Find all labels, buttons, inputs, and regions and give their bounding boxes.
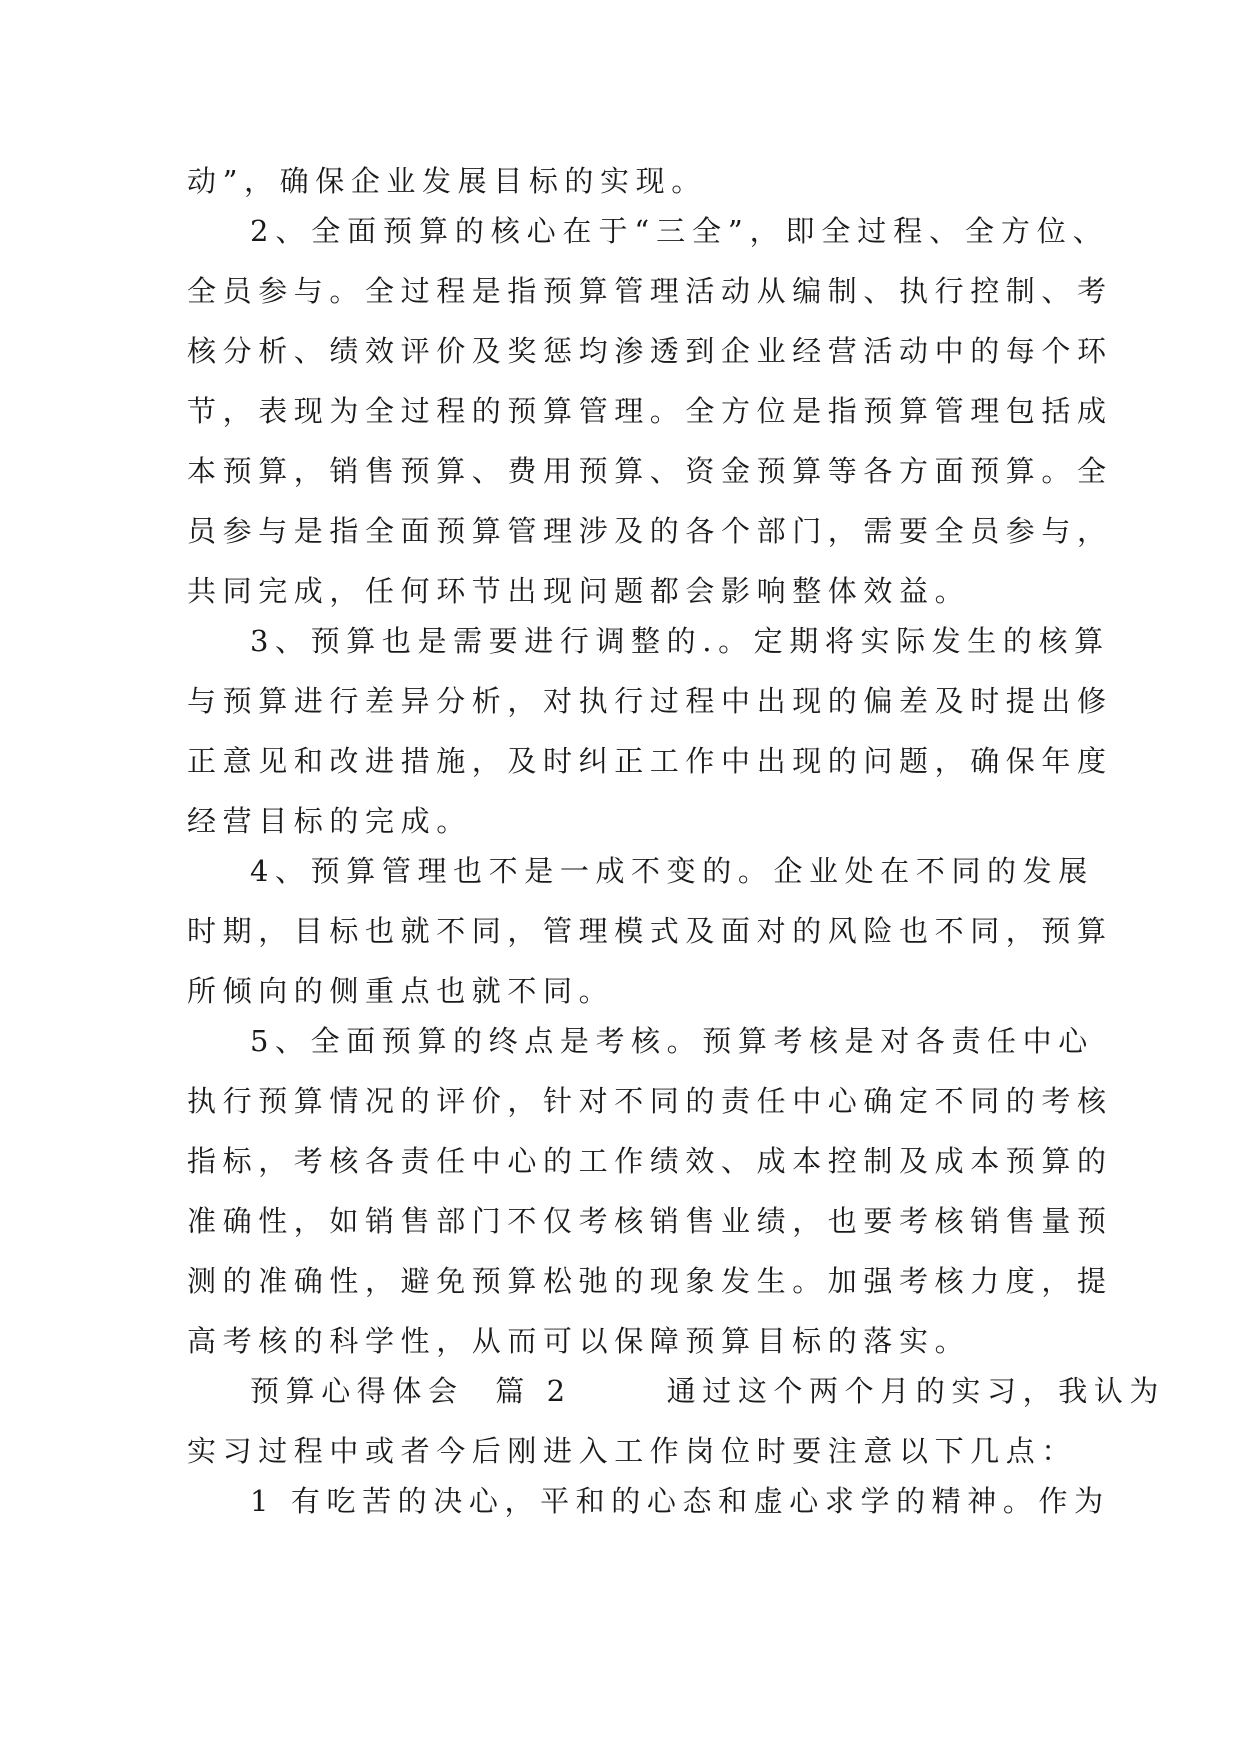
text-line: 所倾向的侧重点也就不同。 — [187, 974, 615, 1008]
paragraph-1-start: 1 有吃苦的决心，平和的心态和虚心求学的精神。作为 — [250, 1484, 1110, 1518]
text-line: 准确性，如销售部门不仅考核销售业绩，也要考核销售量预 — [187, 1204, 1113, 1238]
text-line: 核分析、绩效评价及奖惩均渗透到企业经营活动中的每个环 — [187, 334, 1113, 368]
paragraph-5-start: 5、全面预算的终点是考核。预算考核是对各责任中心 — [250, 1024, 1094, 1058]
section-heading-line: 预算心得体会 篇 2 通过这个两个月的实习，我认为 — [250, 1374, 1166, 1408]
text-line: 经营目标的完成。 — [187, 804, 472, 838]
text-line: 员参与是指全面预算管理涉及的各个部门，需要全员参与， — [187, 514, 1113, 548]
text-line: 指标，考核各责任中心的工作绩效、成本控制及成本预算的 — [187, 1144, 1113, 1178]
text-line: 时期，目标也就不同，管理模式及面对的风险也不同，预算 — [187, 914, 1113, 948]
text-line: 动”，确保企业发展目标的实现。 — [187, 164, 707, 198]
text-line: 正意见和改进措施，及时纠正工作中出现的问题，确保年度 — [187, 744, 1113, 778]
text-line: 与预算进行差异分析，对执行过程中出现的偏差及时提出修 — [187, 684, 1113, 718]
text-line: 共同完成，任何环节出现问题都会影响整体效益。 — [187, 574, 971, 608]
paragraph-4-start: 4、预算管理也不是一成不变的。企业处在不同的发展 — [250, 854, 1094, 888]
text-line: 本预算，销售预算、费用预算、资金预算等各方面预算。全 — [187, 454, 1113, 488]
text-line: 全员参与。全过程是指预算管理活动从编制、执行控制、考 — [187, 274, 1113, 308]
text-line: 节，表现为全过程的预算管理。全方位是指预算管理包括成 — [187, 394, 1113, 428]
text-line: 测的准确性，避免预算松弛的现象发生。加强考核力度，提 — [187, 1264, 1113, 1298]
text-line: 实习过程中或者今后刚进入工作岗位时要注意以下几点： — [187, 1434, 1078, 1468]
text-line: 执行预算情况的评价，针对不同的责任中心确定不同的考核 — [187, 1084, 1113, 1118]
text-line: 高考核的科学性，从而可以保障预算目标的落实。 — [187, 1324, 971, 1358]
paragraph-2-start: 2、全面预算的核心在于“三全”，即全过程、全方位、 — [250, 214, 1109, 248]
paragraph-3-start: 3、预算也是需要进行调整的.。定期将实际发生的核算 — [250, 624, 1110, 658]
